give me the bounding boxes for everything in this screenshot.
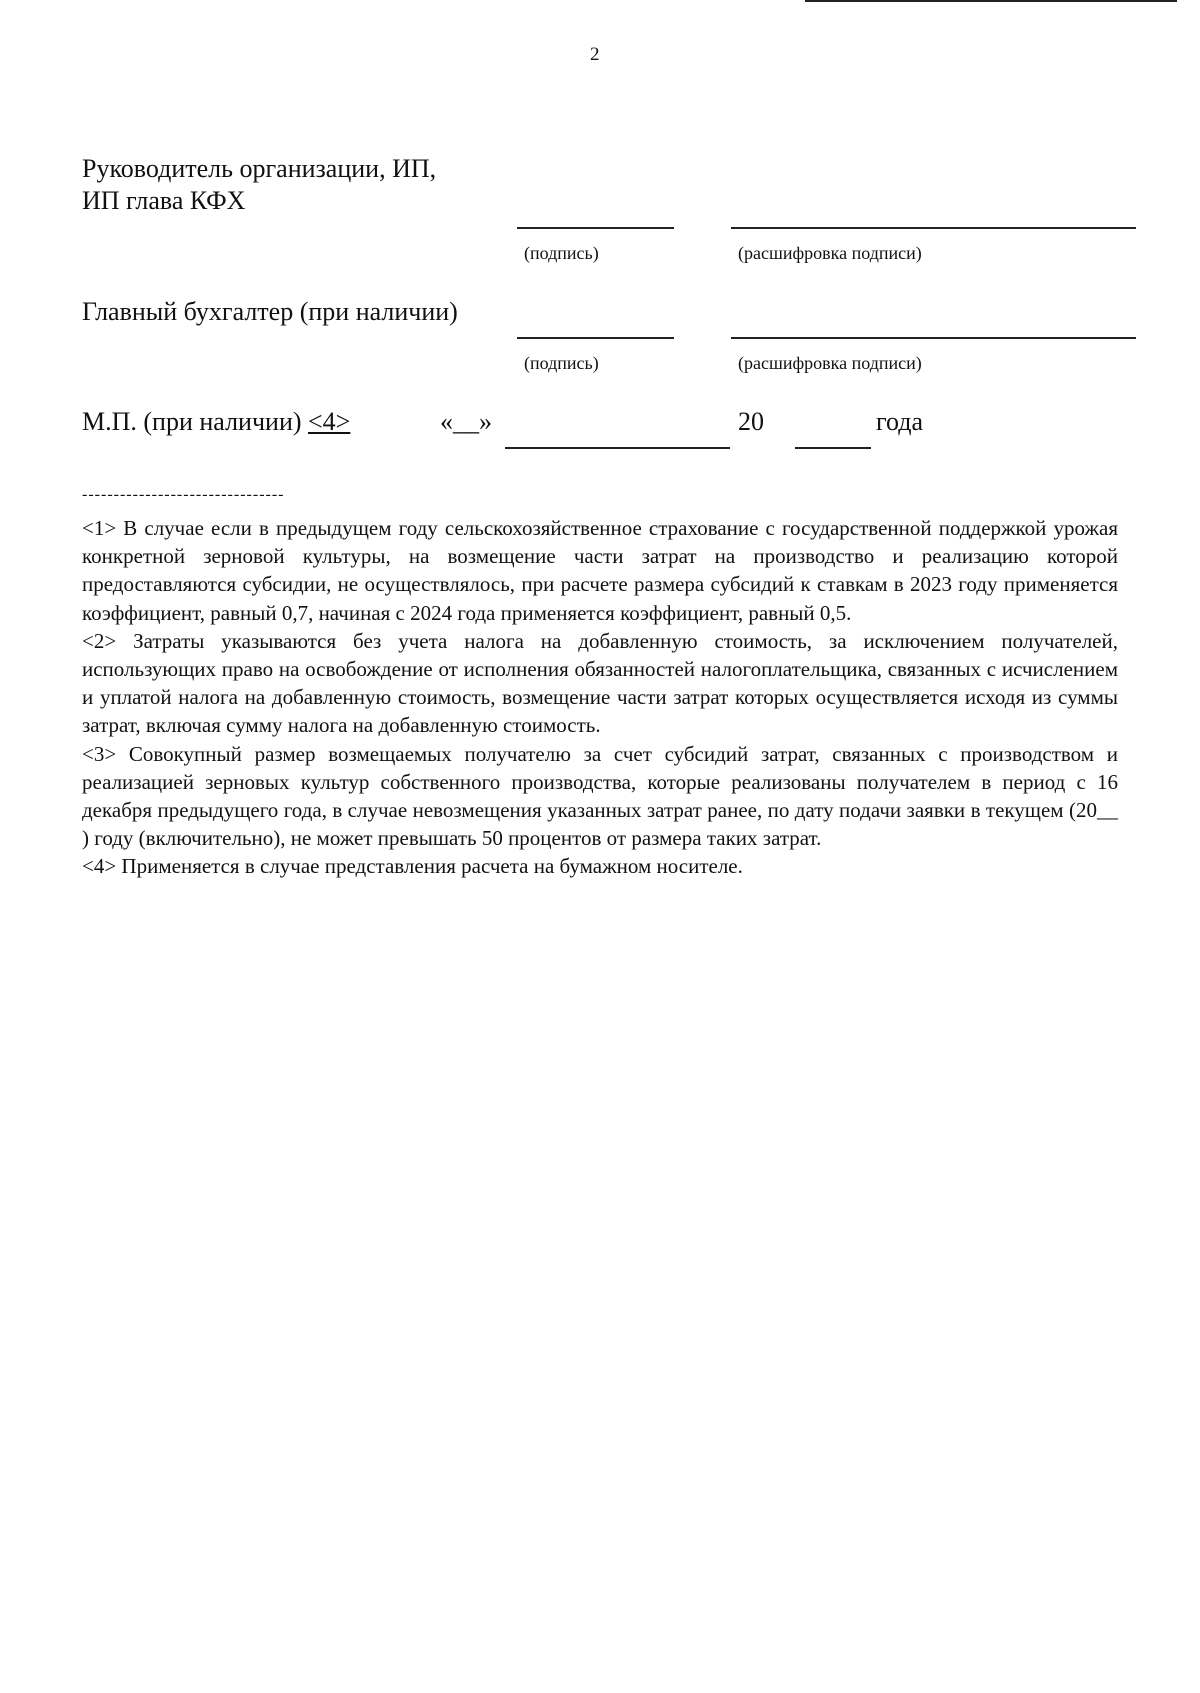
mp-label: М.П. (при наличии) [82,407,302,436]
mp-footnote-ref: <4> [308,407,351,436]
footnote-separator: -------------------------------- [82,486,285,503]
top-border-line [805,0,1177,2]
footnote-3: <3> Совокупный размер возмещаемых получателю за счет субсидий затрат, связанных с производством и реализацией зерновых культур собственного производства, которые реализованы получателем в период с 16 декабря предыдущего года, в случае невозмещения указанных затрат ранее, по дату подачи заявки в текущем (20__ ) году (включительно), не может превышать 50 процентов от размера таких затрат. [82,741,1118,851]
date-day-quote: «__» [440,407,492,436]
date-month-line [505,447,730,449]
accountant-decoding-line [731,337,1136,339]
footnote-1: <1> В случае если в предыдущем году сельскохозяйственное страхование с государственной поддержкой урожая конкретной зерновой культуры, на возмещение части затрат на производство и реализацию которой предоставляются субсидии, не осуществлялось, при расчете размера субсидий к ставкам в 2023 году применяется коэффициент, равный 0,7, начиная с 2024 года применяется коэффициент, равный 0,5. [82,516,1118,625]
accountant-label: Главный бухгалтер (при наличии) [82,297,458,326]
page-number: 2 [590,44,600,65]
date-year-suffix: года [876,407,924,436]
head-decoding-caption: (расшифровка подписи) [738,243,922,263]
accountant-decoding-caption: (расшифровка подписи) [738,353,922,373]
head-decoding-line [731,227,1136,229]
head-signature-line [517,227,674,229]
accountant-signature-caption: (подпись) [524,353,599,373]
head-label-line1: Руководитель организации, ИП, [82,154,437,183]
date-year-line [795,447,871,449]
accountant-signature-line [517,337,674,339]
date-year-prefix: 20 [738,407,764,436]
footnote-4: <4> Применяется в случае представления расчета на бумажном носителе. [82,854,743,879]
footnotes [82,514,1118,881]
footnote-2: <2> Затраты указываются без учета налога на добавленную стоимость, за исключением получателей, использующих право на освобождение от исполнения обязанностей налогоплательщика, связанных с исчислением и уплатой налога на добавленную стоимость, возмещение части затрат которых осуществляется исходя из суммы затрат, включая сумму налога на добавленную стоимость. [82,628,1118,738]
head-label-line2: ИП глава КФХ [82,186,246,215]
head-signature-caption: (подпись) [524,243,599,263]
mp-line [82,407,350,437]
